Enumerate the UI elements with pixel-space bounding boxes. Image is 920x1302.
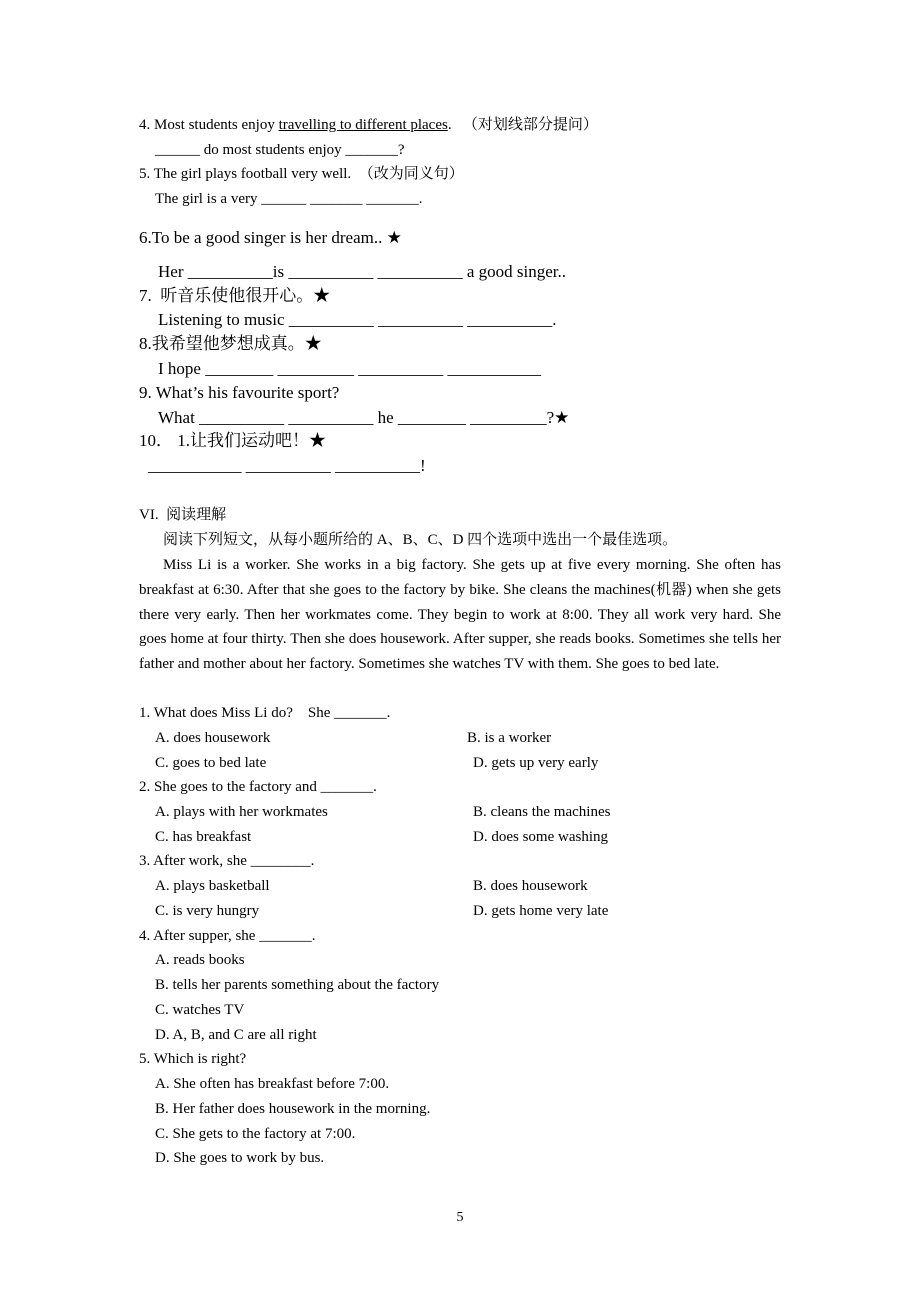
q6-text: 6.To be a good singer is her dream.. ★ — [139, 228, 402, 247]
q4-text: 4. Most students enjoy — [139, 117, 279, 133]
option-4a: A. reads books — [155, 952, 245, 968]
q5-answer: The girl is a very ______ _______ _______. — [155, 191, 423, 207]
option-4d: D. A, B, and C are all right — [155, 1027, 317, 1043]
page-number: 5 — [456, 1210, 464, 1225]
q6-answer: Her __________is __________ __________ a good singer.. — [158, 262, 566, 281]
option-4c: C. watches TV — [155, 1002, 245, 1018]
question-3: 3. After work, she ________. — [139, 853, 315, 869]
reading-passage: Miss Li is a worker. She works in a big factory. She gets up at five every morning. She often has breakfast at 6:30. After that she goes to the factory by bike. She cleans the machines(机器) when she gets there very early. Then her workmates come. They begin to work at 8:00. They all work very hard. She goes home at four thirty. Then she does housework. After supper, she reads books. Sometimes she tells her father and mother about her factory. Sometimes she watches TV with them. She goes to bed late. — [139, 557, 781, 673]
q4-note: （对划线部分提问） — [462, 117, 598, 133]
q4-post: . — [447, 117, 452, 133]
option-1b: B. is a worker — [467, 730, 552, 746]
option-3c: C. is very hungry — [155, 903, 260, 919]
q7-text: 7. 听音乐使他很开心。★ — [139, 286, 331, 305]
option-5d: D. She goes to work by bus. — [155, 1150, 325, 1166]
option-1c: C. goes to bed late — [155, 755, 267, 771]
option-1d: D. gets up very early — [473, 755, 599, 771]
option-3b: B. does housework — [473, 878, 588, 894]
option-5c: C. She gets to the factory at 7:00. — [155, 1126, 356, 1142]
q10-text: 10． 1.让我们运动吧！★ — [139, 431, 326, 450]
option-4b: B. tells her parents something about the factory — [155, 977, 440, 993]
option-2d: D. does some washing — [473, 829, 608, 845]
q8-text: 8.我希望他梦想成真。★ — [139, 334, 322, 353]
q10-answer: ___________ __________ __________! — [148, 456, 426, 475]
question-1: 1. What does Miss Li do? She _______. — [139, 705, 391, 721]
option-2b: B. cleans the machines — [473, 804, 611, 820]
q4-line — [139, 118, 598, 133]
option-2a: A. plays with her workmates — [155, 804, 328, 820]
q4-answer: ______ do most students enjoy _______? — [155, 142, 405, 158]
question-4: 4. After supper, she _______. — [139, 928, 316, 944]
q7-answer: Listening to music __________ __________ __________. — [158, 310, 557, 329]
question-5: 5. Which is right? — [139, 1051, 247, 1067]
q9-answer: What __________ __________ he ________ _________?★ — [158, 408, 570, 427]
q4-underlined: travelling to different places — [278, 117, 448, 133]
option-3a: A. plays basketball — [155, 878, 270, 894]
question-2: 2. She goes to the factory and _______. — [139, 779, 377, 795]
option-1a: A. does housework — [155, 730, 271, 746]
section-heading: VI. 阅读理解 — [139, 507, 227, 523]
option-2c: C. has breakfast — [155, 829, 252, 845]
instruction: 阅读下列短文，从每小题所给的 A、B、C、D 四个选项中选出一个最佳选项。 — [163, 532, 678, 548]
q5-note: （改为同义句） — [358, 166, 464, 182]
q5-line — [139, 167, 464, 182]
q5-text: 5. The girl plays football very well. — [139, 166, 352, 182]
q8-answer: I hope ________ _________ __________ ___________ — [158, 359, 541, 378]
option-3d: D. gets home very late — [473, 903, 609, 919]
option-5b: B. Her father does housework in the morning. — [155, 1101, 431, 1117]
q9-text: 9. What’s his favourite sport? — [139, 383, 340, 402]
option-5a: A. She often has breakfast before 7:00. — [155, 1076, 390, 1092]
